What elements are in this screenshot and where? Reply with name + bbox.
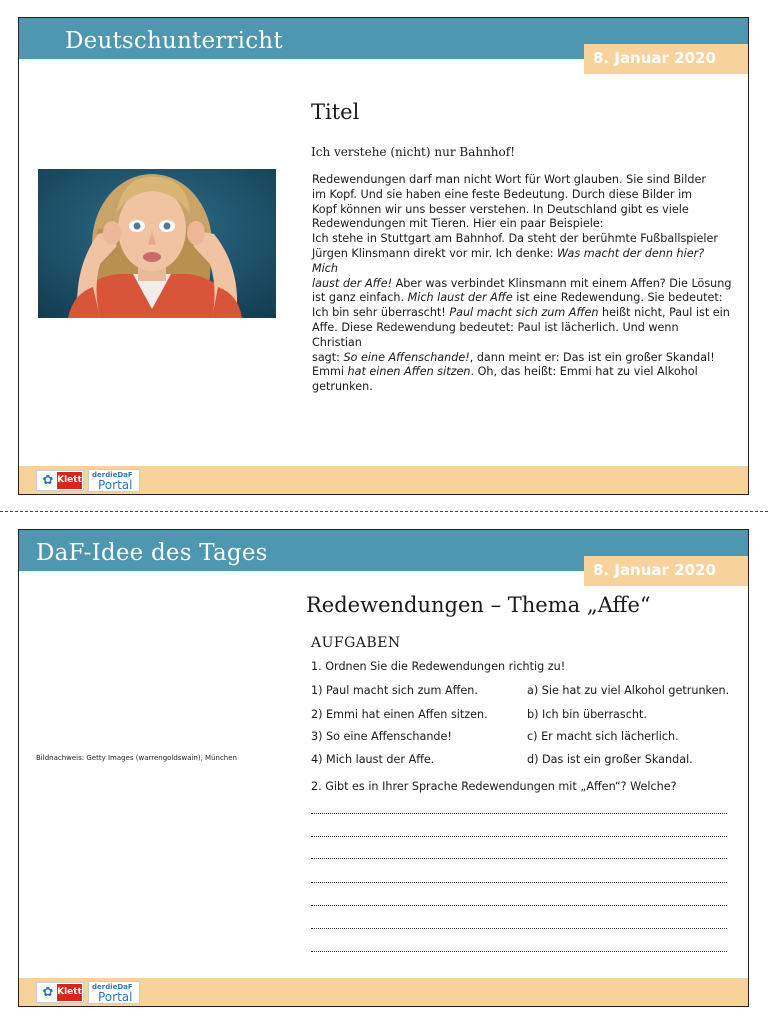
image-credit: Bildnachweis: Getty Images (warrengoldswain), München [36,754,237,762]
body-text: Kopf können wir uns besser verstehen. In Deutschland gibt es viele [312,202,689,216]
section-heading: AUFGABEN [311,635,401,651]
task-1-instruction: 1. Ordnen Sie die Redewendungen richtig zu! [311,660,566,673]
body-text: Redewendungen mit Tieren. Hier ein paar Beispiele: [312,217,604,231]
body-text: Aber was verbindet Klinsmann mit einem Affen? Die Lösung [392,276,732,290]
idiom-phrase: laust der Affe! [312,276,393,290]
answer-line[interactable] [311,928,727,929]
derdiedaf-portal-logo[interactable] [88,469,140,492]
idiom-phrase: So eine Affenschande! [343,350,470,364]
answer-line[interactable] [311,905,727,906]
klett-flower-icon: ✿ [42,985,54,1000]
woman-photo [38,169,276,318]
woman-pulling-ears-image [38,169,276,318]
body-text: getrunken. [312,380,373,394]
idiom-phrase: Paul macht sich zum Affen [449,306,599,320]
body-text: Jürgen Klinsmann direkt vor mir. Ich denke: [312,246,558,260]
cut-line-divider [0,511,768,512]
derdiedaf-portal-logo[interactable] [88,981,140,1004]
body-text: ist eine Redewendung. Sie bedeutet: [512,291,723,305]
portal-logo-big-text: Portal [98,990,133,1004]
body-text: heißt nicht, Paul ist ein [598,306,730,320]
meaning-item: b) Ich bin überrascht. [527,708,647,721]
body-text: Emmi [312,365,348,379]
article-body [312,173,732,395]
portal-logo-small-text: derdieDaF [92,983,133,991]
meaning-item: d) Das ist ein großer Skandal. [527,753,693,766]
page-title: Titel [311,100,360,124]
body-text: Affe. Diese Redewendung bedeutet: Paul ist lächerlich. Und wenn Christian [312,320,679,349]
answer-line[interactable] [311,951,727,952]
klett-logo[interactable] [36,982,84,1003]
answer-line[interactable] [311,858,727,859]
idiom-phrase: hat einen Affen sitzen [347,365,471,379]
klett-logo[interactable] [36,470,84,491]
phrase-item: 4) Mich laust der Affe. [311,753,435,766]
meaning-item: c) Er macht sich lächerlich. [527,730,679,743]
exercise-title: Redewendungen – Thema „Affe“ [306,593,651,617]
body-text: Ich stehe in Stuttgart am Bahnhof. Da steht der berühmte Fußballspieler [312,232,718,246]
answer-line[interactable] [311,836,727,837]
footer-bar [19,978,748,1006]
phrase-item: 3) So eine Affenschande! [311,730,452,743]
phrase-item: 1) Paul macht sich zum Affen. [311,684,478,697]
footer-bar [19,466,748,494]
body-text: im Kopf. Und sie haben eine feste Bedeutung. Durch diese Bilder im [312,187,693,201]
answer-line[interactable] [311,882,727,883]
slide-deutschunterricht [18,17,749,495]
date-text: 8. Januar 2020 [593,49,716,67]
idiom-phrase: Was macht der denn hier? Mich [312,246,705,275]
task-2-instruction: 2. Gibt es in Ihrer Sprache Redewendungen mit „Affen“? Welche? [311,780,677,793]
header-title: Deutschunterricht [65,28,283,54]
klett-logo-text: Klett [57,472,82,489]
body-text: , dann meint er: Das ist ein großer Skandal! [469,350,715,364]
body-text: . Oh, das heißt: Emmi hat zu viel Alkohol [470,365,698,379]
answer-line[interactable] [311,813,727,814]
meaning-item: a) Sie hat zu viel Alkohol getrunken. [527,684,730,697]
body-text: Redewendungen darf man nicht Wort für Wort glauben. Sie sind Bilder [312,173,706,186]
idiom-phrase: Mich laust der Affe [407,291,513,305]
date-badge [584,556,748,586]
body-text: ist ganz einfach. [312,291,408,305]
page-subtitle: Ich verstehe (nicht) nur Bahnhof! [311,145,516,159]
date-text: 8. Januar 2020 [593,561,716,579]
date-badge [584,44,748,74]
portal-logo-big-text: Portal [98,478,133,492]
klett-flower-icon: ✿ [42,473,54,488]
header-title: DaF-Idee des Tages [36,540,268,566]
body-text: sagt: [312,350,344,364]
slide-daf-idee [18,529,749,1007]
phrase-item: 2) Emmi hat einen Affen sitzen. [311,708,488,721]
klett-logo-text: Klett [57,984,82,1001]
body-text: Ich bin sehr überrascht! [312,306,450,320]
portal-logo-small-text: derdieDaF [92,471,133,479]
